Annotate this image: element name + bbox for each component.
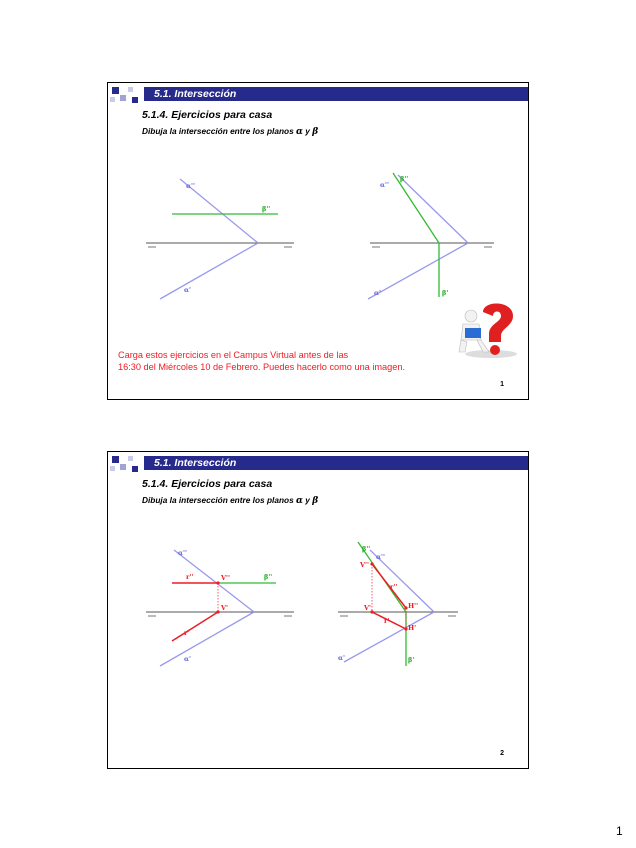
label: β'' bbox=[262, 205, 271, 213]
alpha-horizontal-trace bbox=[160, 243, 258, 299]
alpha-symbol: α bbox=[296, 127, 303, 137]
section-title: 5.1. Intersección bbox=[154, 88, 237, 100]
slide-1 bbox=[107, 82, 529, 400]
slide-page-number: 1 bbox=[500, 381, 504, 388]
label: V' bbox=[364, 604, 372, 612]
instruction-text: Dibuja la intersección entre los planos bbox=[142, 495, 294, 505]
label: β' bbox=[408, 656, 415, 664]
right-solution bbox=[338, 542, 458, 666]
slide-2 bbox=[107, 451, 529, 769]
label: H'' bbox=[408, 602, 419, 610]
label: α' bbox=[184, 655, 191, 663]
note-line-1: Carga estos ejercicios en el Campus Virtual antes de las bbox=[118, 350, 349, 360]
r-vertical-projection bbox=[372, 564, 406, 608]
label: β'' bbox=[264, 573, 273, 581]
label: H' bbox=[408, 624, 417, 632]
label: r'' bbox=[390, 583, 398, 591]
alpha-horizontal-trace bbox=[368, 243, 468, 299]
label: α'' bbox=[380, 181, 389, 189]
label: α'' bbox=[178, 549, 187, 557]
label: β'' bbox=[400, 175, 409, 183]
beta-symbol: β bbox=[312, 496, 319, 506]
label: α' bbox=[338, 654, 345, 662]
label: V'' bbox=[221, 574, 231, 582]
label: r'' bbox=[186, 573, 194, 581]
label: r' bbox=[184, 629, 190, 637]
label: V' bbox=[221, 604, 229, 612]
subtitle: 5.1.4. Ejercicios para casa bbox=[142, 109, 273, 121]
note-line-2: 16:30 del Miércoles 10 de Febrero. Puedes hacerlo como una imagen. bbox=[118, 362, 406, 372]
slide-page-number: 2 bbox=[500, 750, 504, 757]
label: β' bbox=[442, 289, 449, 297]
beta-symbol: β bbox=[312, 127, 319, 137]
sheet-page-number: 1 bbox=[616, 824, 623, 838]
label: V'' bbox=[360, 561, 370, 569]
conjunction: y bbox=[305, 126, 310, 136]
instruction-text: Dibuja la intersección entre los planos bbox=[142, 126, 294, 136]
label: β'' bbox=[362, 545, 371, 553]
label: α' bbox=[374, 289, 381, 297]
solution-diagram bbox=[108, 452, 530, 770]
alpha-vertical-trace bbox=[174, 550, 254, 612]
subtitle: 5.1.4. Ejercicios para casa bbox=[142, 478, 273, 490]
right-problem bbox=[368, 173, 494, 299]
conjunction: y bbox=[305, 495, 310, 505]
label: r' bbox=[384, 617, 390, 625]
label: α'' bbox=[376, 553, 385, 561]
label: α'' bbox=[186, 182, 195, 190]
alpha-symbol: α bbox=[296, 496, 303, 506]
left-problem bbox=[146, 179, 294, 299]
label: α' bbox=[184, 286, 191, 294]
assignment-note bbox=[118, 349, 468, 373]
left-solution bbox=[146, 549, 294, 666]
section-title: 5.1. Intersección bbox=[154, 457, 237, 469]
